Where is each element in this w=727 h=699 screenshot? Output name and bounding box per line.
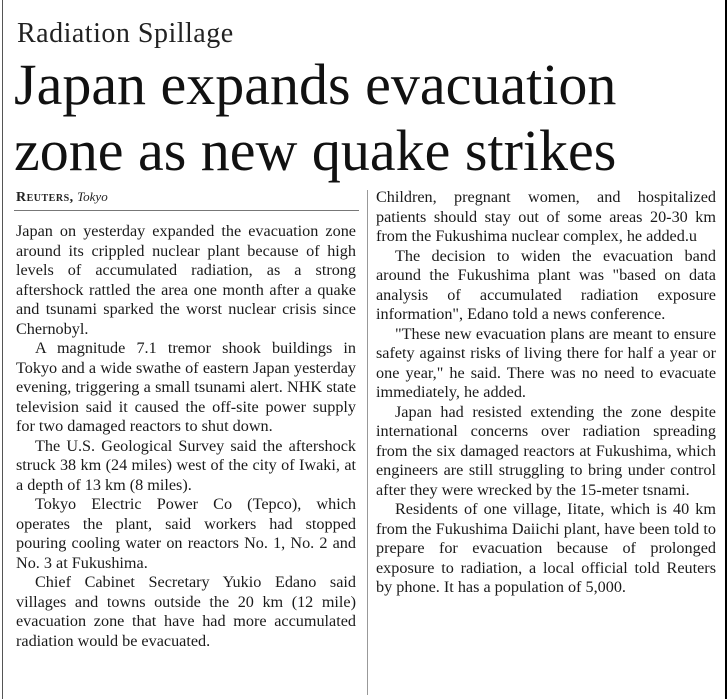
- paragraph: Japan had resisted extending the zone despite international concerns over radiation spreading from the six damaged reactors at Fukushima, which engineers are still struggling to bring under control after they were wrecked by the 15-meter tsnami.: [376, 402, 716, 499]
- byline-rule: [14, 210, 359, 211]
- byline: [16, 189, 108, 206]
- paragraph: Residents of one village, Iitate, which is 40 km from the Fukushima Daiichi plant, have been told to prepare for evacuation because of prolonged exposure to radiation, a local official told Reuters by phone. It has a population of 5,000.: [376, 500, 716, 596]
- section-kicker: Radiation Spillage: [17, 18, 234, 49]
- article-column-left: [16, 222, 356, 651]
- article-column-right: [376, 188, 716, 598]
- paragraph: Japan on yesterday expanded the evacuation zone around its crippled nuclear plant because of high levels of accumulated radiation, as a strong aftershock rattled the area one month after a quake and tsunami sparked the worst nuclear crisis since Chernobyl.: [16, 222, 356, 338]
- paragraph: A magnitude 7.1 tremor shook buildings in Tokyo and a wide swathe of eastern Japan yesterday evening, triggering a small tsunami alert. NHK state television said it caused the off-site power supply for two damaged reactors to shut down.: [16, 339, 356, 435]
- page-left-border: [2, 0, 3, 699]
- paragraph: Chief Cabinet Secretary Yukio Edano said villages and towns outside the 20 km (12 mile) evacuation zone that have had more accumulated radiation would be evacuated.: [16, 573, 356, 650]
- paragraph: "These new evacuation plans are meant to ensure safety against risks of living there for half a year or one year," he said. There was no need to evacuate immediately, he added.: [376, 324, 716, 401]
- headline: [14, 52, 714, 184]
- paragraph: The U.S. Geological Survey said the aftershock struck 38 km (24 miles) west of the city of Iwaki, at a depth of 13 km (8 miles).: [16, 436, 356, 494]
- byline-agency: Reuters,: [16, 190, 74, 205]
- headline-line-2: zone as new quake strikes: [14, 118, 617, 183]
- paragraph: Tokyo Electric Power Co (Tepco), which operates the plant, said workers had stopped pouring cooling water on reactors No. 1, No. 2 and No. 3 at Fukushima.: [16, 495, 356, 572]
- column-divider: [367, 190, 368, 695]
- paragraph: Children, pregnant women, and hospitalized patients should stay out of some areas 20-30 km from the Fukushima nuclear complex, he added.u: [376, 188, 716, 245]
- headline-line-1: Japan expands evacuation: [14, 52, 617, 117]
- paragraph: The decision to widen the evacuation band around the Fukushima plant was "based on data analysis of accumulated radiation exposure information", Edano told a news conference.: [376, 246, 716, 323]
- byline-city: Tokyo: [77, 189, 108, 204]
